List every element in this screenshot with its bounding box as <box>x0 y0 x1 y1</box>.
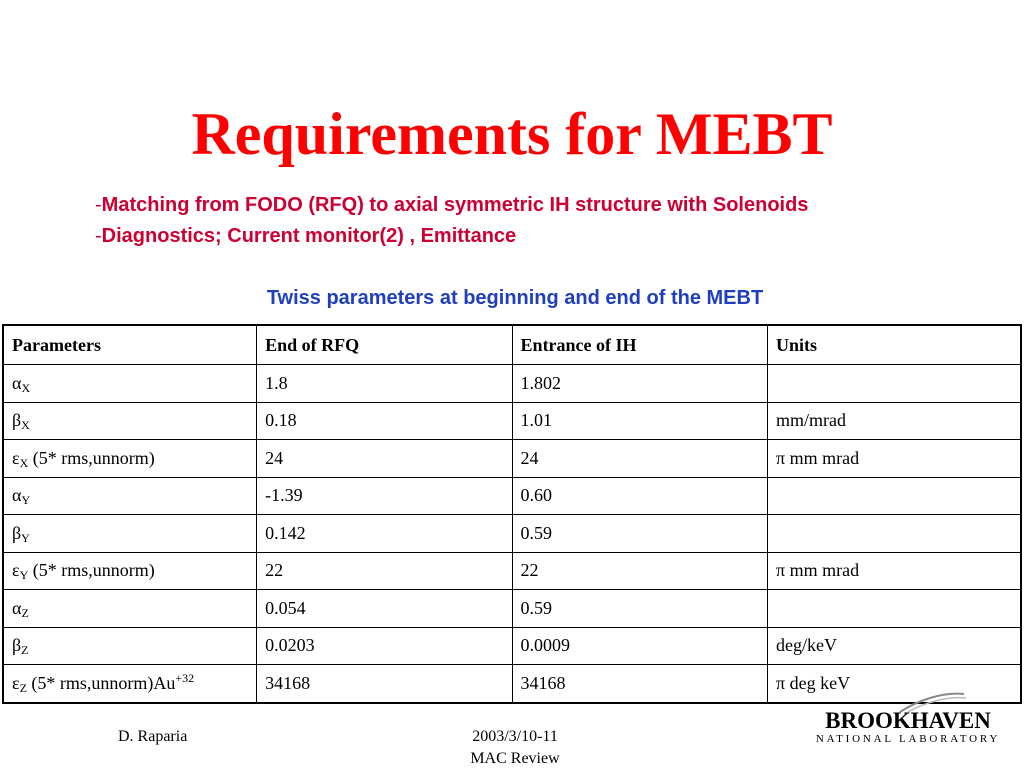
table-row <box>3 477 1021 515</box>
parameter-subscript: X <box>21 380 31 395</box>
parameter-superscript: +32 <box>175 670 195 685</box>
cell-units: π mm mrad <box>768 552 1022 590</box>
parameter-subscript: Y <box>21 530 30 545</box>
parameter-subscript: X <box>19 455 29 470</box>
header-parameters: Parameters <box>3 325 257 365</box>
header-units: Units <box>768 325 1022 365</box>
logo-subtitle: NATIONAL LABORATORY <box>815 733 1001 745</box>
cell-parameter <box>3 627 257 665</box>
cell-end-of-rfq: -1.39 <box>257 477 512 515</box>
table-row <box>3 552 1021 590</box>
brookhaven-logo <box>808 690 1008 750</box>
parameter-note: (5* rms,unnorm)Au <box>26 672 176 693</box>
table-row <box>3 440 1021 478</box>
cell-parameter <box>3 365 257 403</box>
footer-date-event <box>440 726 590 770</box>
cell-parameter <box>3 590 257 628</box>
cell-parameter <box>3 665 257 703</box>
parameter-symbol: α <box>12 597 22 618</box>
bullet-text: Diagnostics; Current monitor(2) , Emittance <box>101 225 517 247</box>
cell-parameter <box>3 552 257 590</box>
cell-entrance-of-ih: 22 <box>512 552 767 590</box>
logo-name: BROOKHAVEN <box>825 708 991 733</box>
cell-entrance-of-ih: 0.0009 <box>512 627 767 665</box>
cell-entrance-of-ih: 1.01 <box>512 402 767 440</box>
cell-entrance-of-ih: 0.60 <box>512 477 767 515</box>
cell-parameter <box>3 402 257 440</box>
cell-entrance-of-ih: 0.59 <box>512 515 767 553</box>
table-row <box>3 627 1021 665</box>
parameter-symbol: ε <box>12 560 20 581</box>
footer-author: D. Raparia <box>118 728 188 745</box>
cell-parameter <box>3 477 257 515</box>
footer-date: 2003/3/10-11 <box>472 728 558 745</box>
header-end-of-rfq: End of RFQ <box>257 325 512 365</box>
parameter-subscript: Y <box>19 568 29 583</box>
cell-end-of-rfq: 22 <box>257 552 512 590</box>
parameter-subscript: X <box>21 418 30 433</box>
cell-end-of-rfq: 0.142 <box>257 515 512 553</box>
cell-end-of-rfq: 0.0203 <box>257 627 512 665</box>
table-row <box>3 365 1021 403</box>
parameter-symbol: α <box>12 485 22 506</box>
cell-units <box>768 515 1022 553</box>
parameter-symbol: α <box>12 372 22 393</box>
slide-title: Requirements for MEBT <box>191 101 833 167</box>
parameter-symbol: β <box>12 522 22 543</box>
cell-entrance-of-ih: 24 <box>512 440 767 478</box>
table-body <box>3 365 1021 703</box>
parameter-subscript: Z <box>21 643 29 658</box>
table-header-row <box>3 325 1021 365</box>
cell-end-of-rfq: 1.8 <box>257 365 512 403</box>
cell-parameter <box>3 515 257 553</box>
parameter-symbol: β <box>12 410 22 431</box>
cell-end-of-rfq: 0.18 <box>257 402 512 440</box>
footer-event: MAC Review <box>470 750 560 767</box>
cell-units: π deg keV <box>768 665 1022 703</box>
parameter-subscript: Z <box>19 680 27 695</box>
bullet-marker: - <box>95 225 102 247</box>
table-row <box>3 590 1021 628</box>
parameter-subscript: Z <box>21 605 29 620</box>
table-row <box>3 402 1021 440</box>
table-caption: Twiss parameters at beginning and end of the MEBT <box>266 287 764 309</box>
parameter-symbol: ε <box>12 447 20 468</box>
parameter-subscript: Y <box>21 493 31 508</box>
cell-units <box>768 365 1022 403</box>
cell-units: mm/mrad <box>768 402 1022 440</box>
table-row <box>3 515 1021 553</box>
cell-entrance-of-ih: 1.802 <box>512 365 767 403</box>
bullet-text: Matching from FODO (RFQ) to axial symmetric IH structure with Solenoids <box>101 194 809 216</box>
cell-entrance-of-ih: 34168 <box>512 665 767 703</box>
parameter-note: (5* rms,unnorm) <box>28 447 155 468</box>
bullet-diagnostics <box>95 222 516 250</box>
twiss-parameters-table <box>2 324 1022 704</box>
cell-units: deg/keV <box>768 627 1022 665</box>
cell-units <box>768 590 1022 628</box>
cell-entrance-of-ih: 0.59 <box>512 590 767 628</box>
parameter-symbol: β <box>12 635 22 656</box>
cell-units: π mm mrad <box>768 440 1022 478</box>
parameter-note: (5* rms,unnorm) <box>28 560 155 581</box>
cell-units <box>768 477 1022 515</box>
cell-parameter <box>3 440 257 478</box>
parameter-symbol: ε <box>12 672 20 693</box>
header-entrance-of-ih: Entrance of IH <box>512 325 767 365</box>
cell-end-of-rfq: 34168 <box>257 665 512 703</box>
bullet-marker: - <box>95 194 102 216</box>
cell-end-of-rfq: 24 <box>257 440 512 478</box>
bullet-matching <box>95 191 808 219</box>
cell-end-of-rfq: 0.054 <box>257 590 512 628</box>
